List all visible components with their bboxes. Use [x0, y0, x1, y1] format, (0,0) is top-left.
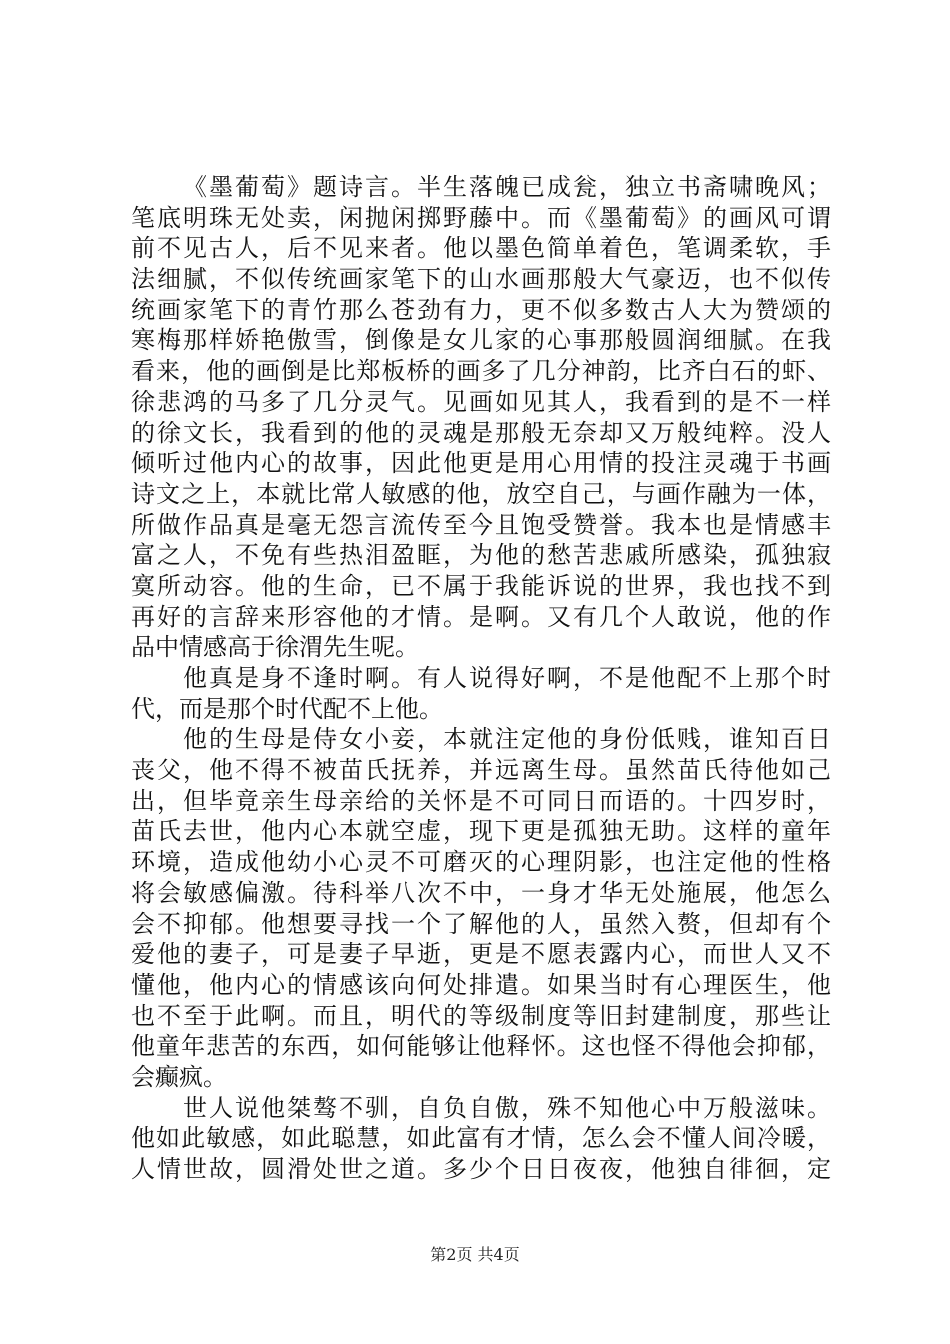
text-line: 代，而是那个时代配不上他。	[131, 694, 443, 723]
paragraph	[131, 663, 831, 724]
text-line: 富之人，不免有些热泪盈眶，为他的愁苦悲戚所感染，孤独寂	[131, 541, 831, 570]
paragraph	[131, 172, 831, 663]
text-line: 人情世故，圆滑处世之道。多少个日日夜夜，他独自徘徊，定	[131, 1155, 831, 1183]
text-line: 倾听过他内心的故事，因此他更是用心用情的投注灵魂于书画	[131, 449, 831, 478]
text-line: 诗文之上，本就比常人敏感的他，放空自己，与画作融为一体，	[131, 479, 831, 508]
text-line: 丧父，他不得不被苗氏抚养，并远离生母。虽然苗氏待他如己	[131, 756, 831, 785]
text-line: 会不抑郁。他想要寻找一个了解他的人，虽然入赘，但却有个	[131, 909, 831, 938]
paragraph	[131, 1093, 831, 1185]
text-line: 苗氏去世，他内心本就空虚，现下更是孤独无助。这样的童年	[131, 817, 831, 846]
paragraph	[131, 724, 831, 1092]
text-line: 法细腻，不似传统画家笔下的山水画那般大气豪迈，也不似传	[131, 265, 831, 294]
text-line: 会癫疯。	[131, 1062, 227, 1091]
page-footer: 第2页 共4页	[430, 1245, 520, 1264]
text-line: 世人说他桀骜不驯，自负自傲，殊不知他心中万般滋味。	[183, 1093, 831, 1122]
text-line: 他童年悲苦的东西，如何能够让他释怀。这也怪不得他会抑郁，	[131, 1032, 831, 1061]
text-line: 笔底明珠无处卖，闲抛闲掷野藤中。而《墨葡萄》的画风可谓	[131, 203, 831, 232]
text-line: 的徐文长，我看到的他的灵魂是那般无奈却又万般纯粹。没人	[131, 418, 831, 447]
text-line: 看来，他的画倒是比郑板桥的画多了几分神韵，比齐白石的虾、	[131, 357, 831, 386]
body-text	[131, 172, 831, 1185]
text-line: 寞所动容。他的生命，已不属于我能诉说的世界，我也找不到	[131, 571, 831, 600]
text-line: 他如此敏感，如此聪慧，如此富有才情，怎么会不懂人间冷暖，	[131, 1124, 831, 1153]
text-line: 他的生母是侍女小妾，本就注定他的身份低贱，谁知百日	[183, 725, 831, 754]
text-line: 再好的言辞来形容他的才情。是啊。又有几个人敢说，他的作	[131, 602, 831, 631]
text-line: 统画家笔下的青竹那么苍劲有力，更不似多数古人大为赞颂的	[131, 295, 831, 324]
text-line: 将会敏感偏激。待科举八次不中，一身才华无处施展，他怎么	[131, 878, 831, 907]
text-line: 出，但毕竟亲生母亲给的关怀是不可同日而语的。十四岁时，	[131, 786, 831, 815]
text-line: 《墨葡萄》题诗言。半生落魄已成瓮，独立书斋啸晚风；	[183, 173, 831, 201]
text-line: 寒梅那样娇艳傲雪，倒像是女儿家的心事那般圆润细腻。在我	[131, 326, 831, 355]
text-line: 也不至于此啊。而且，明代的等级制度等旧封建制度，那些让	[131, 1001, 831, 1030]
text-line: 环境，造成他幼小心灵不可磨灭的心理阴影，也注定他的性格	[131, 848, 831, 877]
text-line: 徐悲鸿的马多了几分灵气。见画如见其人，我看到的是不一样	[131, 387, 831, 416]
text-line: 爱他的妻子，可是妻子早逝，更是不愿表露内心，而世人又不	[131, 940, 831, 969]
text-line: 懂他，他内心的情感该向何处排遣。如果当时有心理医生，他	[131, 970, 831, 999]
text-line: 前不见古人，后不见来者。他以墨色简单着色，笔调柔软，手	[131, 234, 831, 263]
text-line: 所做作品真是毫无怨言流传至今且饱受赞誉。我本也是情感丰	[131, 510, 831, 539]
text-line: 品中情感高于徐渭先生呢。	[131, 633, 419, 662]
text-line: 他真是身不逢时啊。有人说得好啊，不是他配不上那个时	[183, 664, 831, 692]
